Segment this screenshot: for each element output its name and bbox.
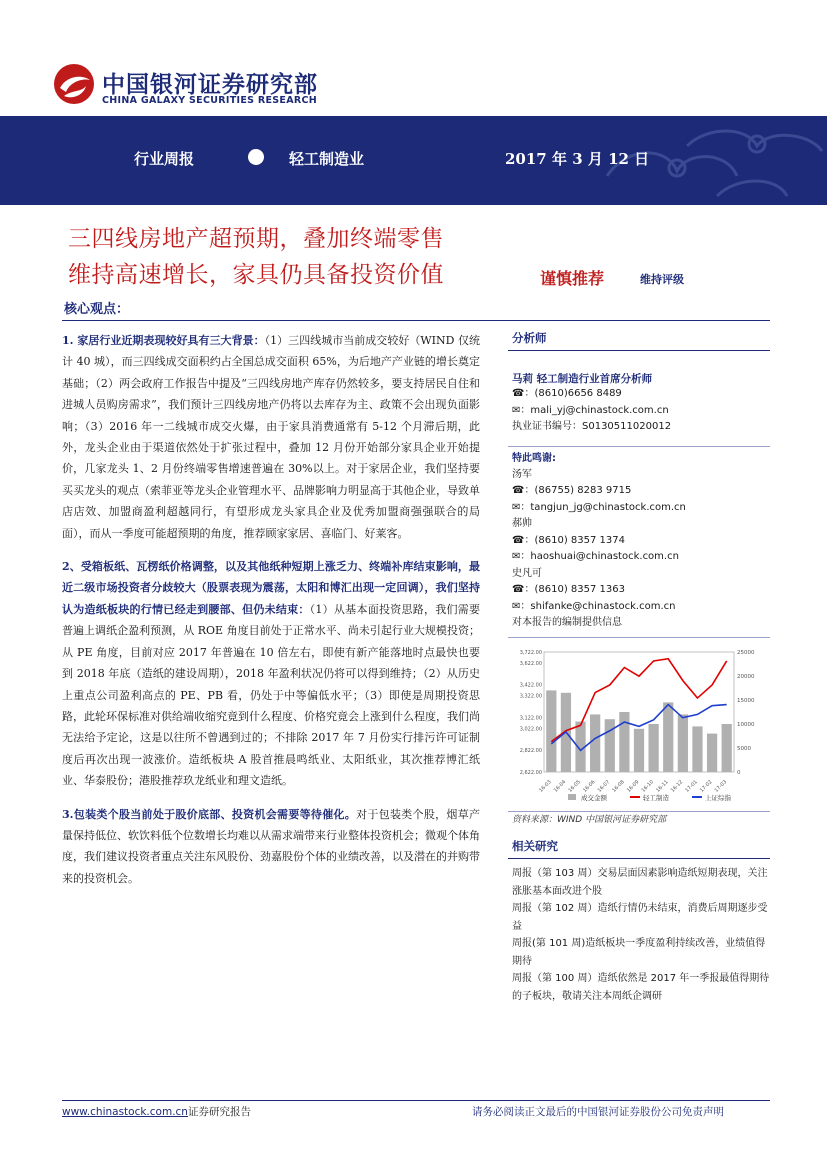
legend-swatch [568,794,576,800]
footer-url-link[interactable]: www.chinastock.com.cn [62,1106,188,1118]
contrib-note: 对本报告的编制提供信息 [512,617,622,628]
x-tick-label: 17-03 [713,779,729,794]
y-left-tick-label: 3,122.00 [519,715,542,722]
volume-bar [663,702,673,772]
related-heading: 相关研究 [508,838,770,859]
point-lead: 3.包装类个股当前处于股价底部、投资机会需要等待催化。 [62,807,357,821]
phone-icon: ☎： [512,534,535,546]
rating-note: 维持评级 [640,273,684,286]
brand-name-cn: 中国银河证券研究部 [102,72,318,98]
report-title-line1: 三四线房地产超预期，叠加终端零售 [68,226,444,252]
chart-source: 资料来源：WIND 中国银河证券研究部 [512,815,667,825]
y-right-tick-label: 0 [737,770,741,776]
mail-icon: ✉： [512,404,531,416]
y-left-tick-label: 2,622.00 [519,770,542,776]
x-tick-label: 16-10 [640,779,656,794]
industry-label: 轻工制造业 [289,150,365,168]
mail-icon: ✉： [512,551,531,562]
y-right-tick-label: 5000 [737,746,751,752]
volume-bar [692,726,702,772]
related-item[interactable]: 周报（第 103 周）交易层面因素影响造纸短期表现，关注涨胀基本面改进个股 [512,868,768,897]
report-type: 行业周报 [134,150,195,168]
point-3 [62,804,480,890]
point-lead: 1. 家居行业近期表现较好具有三大背景： [62,334,265,347]
price-chart [508,637,770,812]
contact [508,516,770,566]
volume-bar [590,714,600,772]
brand-name-en: CHINA GALAXY SECURITIES RESEARCH [102,95,317,106]
contact [508,566,770,616]
x-tick-label: 16-05 [567,779,582,794]
legend-label: 轻工制造 [643,794,669,802]
legend-label: 成交金额 [581,794,607,802]
legend-label: 上证综指 [705,794,731,802]
report-title-line2: 维持高速增长，家具仍具备投资价值 [68,262,444,288]
point-2 [62,556,480,791]
contact-phone: ☎：(8610) 8357 1363 [512,584,625,595]
header-banner [0,116,827,205]
related-item[interactable]: 周报(第 101 周)造纸板块一季度盈利持续改善，业绩值得期待 [512,938,766,967]
y-right-tick-label: 20000 [737,674,755,680]
contact-name: 史凡可 [512,567,542,579]
contact-email[interactable]: ✉：haoshuai@chinastock.com.cn [512,551,679,562]
x-tick-label: 17-02 [698,779,714,794]
analyst-heading: 分析师 [508,330,770,351]
galaxy-logo-icon [52,62,96,106]
y-left-tick-label: 3,322.00 [519,693,542,700]
x-tick-label: 16-06 [582,779,597,794]
y-left-tick-label: 2,822.00 [519,748,542,755]
related-item[interactable]: 周报（第 100 周）造纸依然是 2017 年一季报最值得期待的子板块，敬请关注本周纸企调研 [512,973,770,1002]
separator-dot-icon [248,149,264,165]
y-left-tick-label: 3,422.00 [519,682,542,689]
footer-left-text: 证券研究报告 [187,1106,251,1118]
point-1 [62,330,480,544]
footer-disclaimer: 请务必阅读正文最后的中国银河证券股份公司免责声明 [472,1106,724,1118]
phone-icon: ☎： [512,485,535,496]
analyst-name: 马莉 轻工制造行业首席分析师 [512,373,653,385]
volume-bar [707,734,717,772]
analyst-phone: ☎：(8610)6656 8489 [512,388,622,399]
divider [62,320,770,321]
volume-bar [546,690,556,772]
point-body: （1）三四线城市当前成交较好（WIND 仅统计 40 城），而三四线成交面积约占全国总成交面积 65%，为后地产产业链的增长奠定基础；（2）两会政府工作报告中提及“三四线房地产库存仍然较多，要支持居民自住和进城人员购房需求”，我们预计三四线房地产仍将以去库存为主、政策不会出现负面影响；（3）2016 年一二线城市成交火爆，由于家具消费通常有 5-12 个月滞后期，此外，龙头企业由于渠道依然处于扩张过程中，叠加 12 月份开始部分家具企业开始提价，几家龙头 1、2 月份终端零售增速普遍在 30%以上。对于家居企业，我们坚持要买买龙头的观点（索菲亚等龙头企业管理水平、品牌影响力明显高于其他企业，导致单店店效、加盟商盈利超越同行，有望形成龙头家具企业及优秀加盟商强强联合的局面），而从一季度可能超预期的角度，推荐顾家家居、喜临门、好莱客。 [62,334,481,540]
rating: 谨慎推荐 [540,269,605,288]
y-right-tick-label: 25000 [737,650,755,656]
contact-email[interactable]: ✉：shifanke@chinastock.com.cn [512,600,676,612]
x-tick-label: 16-09 [625,779,641,794]
volume-bar [678,714,688,772]
x-tick-label: 16-08 [611,779,626,794]
x-tick-label: 17-01 [684,779,699,794]
point-body: （1）从基本面投资思路，我们需要普遍上调纸企盈利预测，从 ROE 角度目前处于正常水平、尚未引起行业大规模投资；从 PE 角度，目前对应 2017 年普遍在 10 倍左右，即使有新产能落地时点最快也要到 2018 年底（造纸的建设周期），2018 年盈利状况仍将可以得到维持；（2）从历史上重点公司盈利高点的 PE、PB 看，仍处于中等偏低水平；（3）即使是周期投资思路，此轮环保标准对供给端收缩究竟到什么程度、价格究竟会上涨到什么程度，我们尚无法给予定论，这是以往所不曾遇到过的；不排除 2017 年 7 月份实行排污许可证制度后再次出现一波涨价。造纸板块 A 股首推晨鸣纸业、太阳纸业，其次推荐博汇纸业、华泰股份；港股推荐玖龙纸业和理文造纸。 [62,602,481,788]
y-right-tick-label: 15000 [737,698,755,704]
analyst-email[interactable]: ✉：mali_yj@chinastock.com.cn [512,404,669,416]
contact-email[interactable]: ✉：tangjun_jg@chinastock.com.cn [512,501,686,513]
point-body: 对于包装类个股，烟草产量保持低位、软饮料低个位数增长均难以从需求端带来行业整体投资机会；微观个体角度，我们建议投资者重点关注东风股份、劲嘉股份个体的业绩改善，以及潜在的并购带来的投资机会。 [62,807,480,885]
related-item[interactable]: 周报（第 102 周）造纸行情仍未结束，消费后周期逐步受益 [512,903,768,932]
core-views-heading: 核心观点： [64,302,130,317]
thanks-heading: 特此鸣谢: [508,446,770,467]
sidebar [508,330,770,1005]
point-lead: 2、受箱板纸、瓦楞纸价格调整，以及其他纸种短期上涨乏力、终端补库结束影响，最近二级市场投资者分歧较大（股票表现为震荡，太阳和博汇出现一定回调），我们坚持认为造纸板块的行情已经走到腰部、但仍未结束： [62,560,480,616]
x-tick-label: 16-04 [552,779,568,794]
y-left-tick-label: 3,722.00 [519,650,542,656]
phone-icon: ☎： [512,388,535,399]
phone-icon: ☎： [512,584,535,595]
contact-phone: ☎：(8610) 8357 1374 [512,534,625,546]
x-tick-label: 16-11 [655,779,670,794]
volume-bar [722,724,732,772]
x-tick-label: 16-07 [596,779,612,794]
y-right-tick-label: 10000 [737,722,755,728]
volume-bar [649,724,659,772]
report-date: 2017 年 3 月 12 日 [505,150,650,168]
y-left-tick-label: 3,022.00 [519,726,542,733]
price-chart-svg [508,646,770,806]
volume-bar [619,712,629,772]
contact [508,467,770,517]
x-tick-label: 16-12 [669,779,685,794]
contact-name: 郝帅 [512,518,532,529]
volume-bar [634,729,644,772]
mail-icon: ✉： [512,501,531,513]
contact-name: 汤军 [512,468,532,480]
volume-bar [605,719,615,772]
x-tick-label: 16-03 [538,779,553,794]
analyst-cert: 执业证书编号：S0130511020012 [512,421,672,432]
core-views-body [62,330,480,901]
footer-divider [62,1100,770,1101]
contact-phone: ☎：(86755) 8283 9715 [512,485,632,496]
y-left-tick-label: 3,622.00 [519,660,542,667]
footer-left [62,1104,251,1119]
mail-icon: ✉： [512,600,531,612]
